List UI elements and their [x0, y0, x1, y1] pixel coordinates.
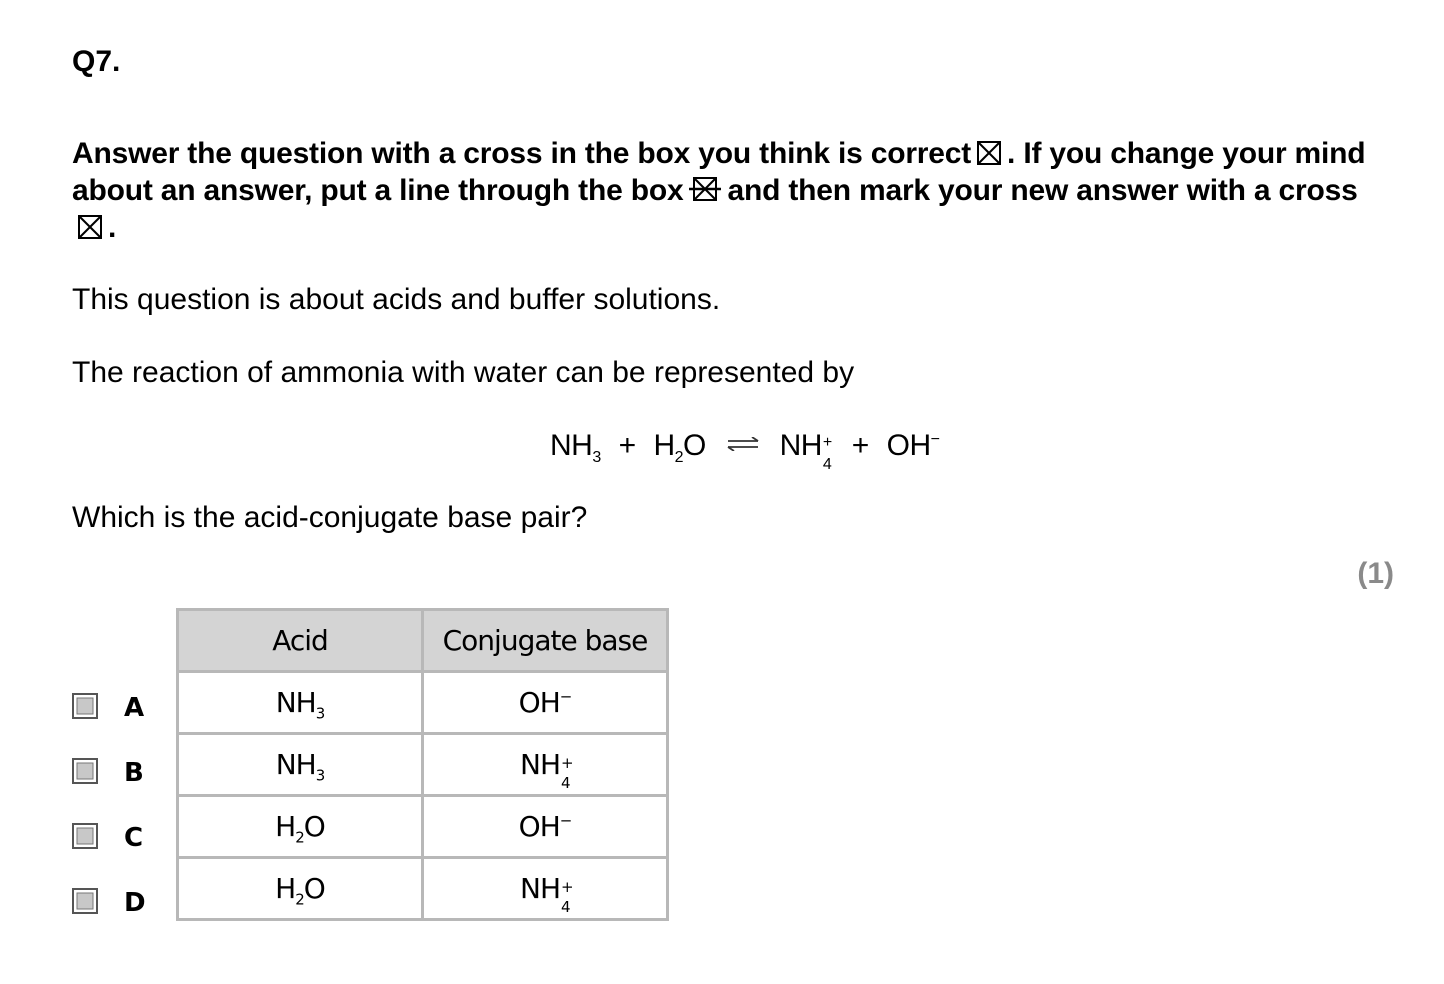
option-c[interactable]: [72, 823, 143, 853]
acid-cell: $NH_3$: [178, 672, 423, 734]
acid-cell: $NH_3$: [178, 734, 423, 796]
table-header-row: [178, 610, 668, 672]
instructions-part3: and then mark your new answer with a cross: [727, 174, 1358, 207]
answer-checkbox-icon[interactable]: [72, 693, 98, 724]
instructions-part4: .: [108, 211, 117, 244]
option-letter: B: [124, 758, 144, 788]
reaction-intro: The reaction of ammonia with water can be represented by: [72, 356, 855, 389]
eq-product1: NH + 4: [779, 429, 832, 473]
answer-checkbox-icon[interactable]: [72, 823, 98, 854]
base-cell: NH + 4: [423, 858, 668, 920]
equilibrium-arrow-icon: [726, 422, 760, 462]
option-d[interactable]: [72, 888, 146, 918]
option-letter: A: [124, 693, 145, 723]
answer-table: [176, 608, 669, 921]
question-text: Which is the acid-conjugate base pair?: [72, 501, 588, 534]
acid-cell: $H_2O$: [178, 796, 423, 858]
base-cell: NH + 4: [423, 734, 668, 796]
answer-checkbox-icon[interactable]: [72, 758, 98, 789]
topic-intro: This question is about acids and buffer solutions.: [72, 283, 721, 316]
option-b[interactable]: [72, 758, 144, 788]
option-a[interactable]: [72, 693, 144, 723]
header-acid: Acid: [178, 610, 423, 672]
eq-reactant2: $H_2O$: [653, 429, 706, 466]
reaction-equation: [550, 422, 940, 473]
struck-crossed-box-icon: [689, 176, 721, 202]
crossed-box-icon: [977, 141, 1001, 165]
acid-cell: $H_2O$: [178, 858, 423, 920]
table-row: [178, 734, 668, 796]
eq-plus: +: [851, 429, 869, 462]
header-conjugate-base: Conjugate base: [423, 610, 668, 672]
instructions-part1: Answer the question with a cross in the box you think is correct: [72, 137, 972, 170]
base-cell: OH−: [423, 796, 668, 858]
option-letter: D: [124, 888, 146, 918]
table-row: [178, 672, 668, 734]
instructions-part2: . If you change your mind about an answer, put a line through the box: [72, 137, 1366, 207]
answer-checkbox-icon[interactable]: [72, 888, 98, 919]
table-row: [178, 796, 668, 858]
option-letter: C: [124, 823, 144, 853]
base-cell: OH−: [423, 672, 668, 734]
marks-indicator: (1): [1357, 557, 1394, 590]
eq-plus: +: [618, 429, 636, 462]
question-number: Q7.: [72, 45, 121, 78]
eq-reactant1: $NH_3$: [550, 429, 601, 466]
answer-instructions: [72, 135, 1372, 246]
crossed-box-icon: [78, 215, 102, 239]
eq-product2: OH−: [886, 429, 940, 462]
table-row: [178, 858, 668, 920]
